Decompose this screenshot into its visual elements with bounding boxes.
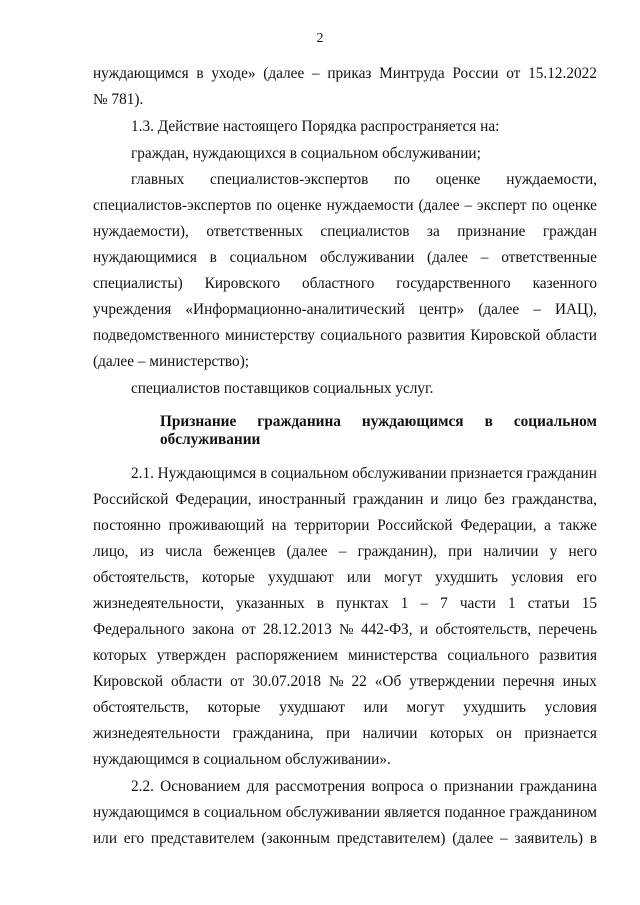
text-line: главных специалистов-экспертов по оценке нуждаемости, <box>131 171 597 188</box>
text-line: № 781). <box>93 91 144 108</box>
text-line: (далее – министерство); <box>93 353 250 370</box>
section-heading-continued: обслуживании <box>160 431 261 448</box>
section-number <box>131 412 151 432</box>
text-line: нуждающимися в социальном обслуживании (далее – ответственные <box>93 249 597 266</box>
text-line: учреждения «Информационно-аналитический центр» (далее – ИАЦ), <box>93 301 597 318</box>
text-line: подведомственного министерству социального развития Кировской области <box>93 327 597 344</box>
text-line: Федерального закона от 28.12.2013 № 442-ФЗ, и обстоятельств, перечень <box>93 621 597 638</box>
text-line: граждан, нуждающихся в социальном обслуживании; <box>131 145 481 162</box>
paragraph-1-3-line: 1.3. Действие настоящего Порядка распространяется на: <box>131 118 500 135</box>
text-line: нуждаемости), ответственных специалистов за признание граждан <box>93 223 597 240</box>
text-line: специалисты) Кировского областного государственного казенного <box>93 275 597 292</box>
text-line: или его представителем (законным представителем) (далее – заявитель) в <box>93 830 597 847</box>
text-line: постоянно проживающий на территории Российской Федерации, а также <box>93 517 597 534</box>
text-line: нуждающимся в социальном обслуживании». <box>93 751 391 768</box>
text-line: обстоятельств, которые ухудшают или могут ухудшить условия <box>93 699 597 716</box>
text-line: которых утвержден распоряжением министерства социального развития <box>93 647 597 664</box>
text-line: Российской Федерации, иностранный гражданин и лицо без гражданства, <box>93 491 597 508</box>
paragraph-2-1-line: 2.1. Нуждающимся в социальном обслуживании признается гражданин <box>131 465 597 482</box>
text-line: специалистов-экспертов по оценке нуждаемости (далее – эксперт по оценке <box>93 197 597 214</box>
text-line: лицо, из числа беженцев (далее – гражданин), при наличии у него <box>93 543 597 560</box>
text-line: нуждающимся в социальном обслуживании является поданное гражданином <box>93 804 597 821</box>
text-line: жизнедеятельности гражданина, при наличии которых он признается <box>93 725 597 742</box>
text-line: нуждающимся в уходе» (далее – приказ Минтруда России от 15.12.2022 <box>93 65 597 82</box>
page-number: 2 <box>316 31 324 46</box>
text-line: жизнедеятельности, указанных в пунктах 1 – 7 части 1 статьи 15 <box>93 595 597 612</box>
text-line: обстоятельств, которые ухудшают или могут ухудшить условия его <box>93 569 597 586</box>
paragraph-2-2-line: 2.2. Основанием для рассмотрения вопроса о признании гражданина <box>131 778 597 795</box>
section-heading: Признание гражданина нуждающимся в социальном <box>160 413 597 430</box>
text-line: специалистов поставщиков социальных услуг. <box>131 380 434 397</box>
text-line: Кировской области от 30.07.2018 № 22 «Об утверждении перечня иных <box>93 673 597 690</box>
